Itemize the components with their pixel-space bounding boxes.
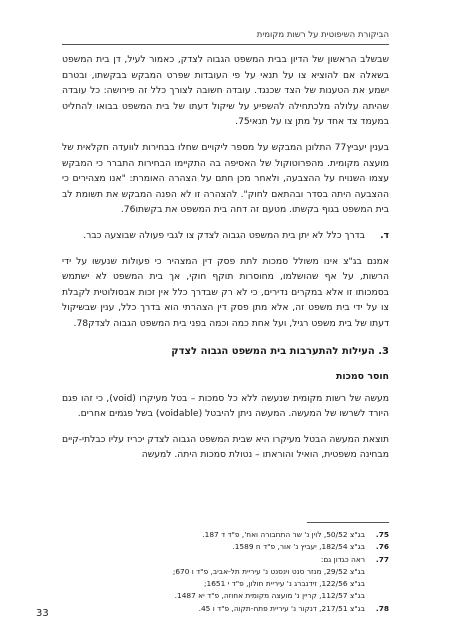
- footnote: [62, 529, 389, 541]
- paragraph-3: אמנם בג"צ אינו משולל סמכות לתת פסק דין המצהיר כי פעולות שנעשו על ידי הרשות, על אף שהושלמו, מחוסרות תוקף חוקי, אך בית המשפט לא ישתמש בסמכותו זו אלא במקרים נדירים, כי לא רק שבדרך כלל אין זכות אבסולוטית לקבלת צו על ידי בית משפט זה, אלא מתן פסק דין הצהרתי הוא בדרך כלל, ענין שבשיקול דעתו של בית משפט רגיל, ועל אחת כמה וכמה בפני בית המשפט הגבוה לצדק78.: [62, 255, 389, 329]
- running-header: הביקורת השיפוטית על רשות מקומית: [62, 30, 389, 45]
- footnote-number: [365, 578, 389, 590]
- footnote-number: [365, 590, 389, 602]
- footnotes: [62, 522, 389, 615]
- paragraph-1: שבשלב הראשון של הדיון בבית המשפט הגבוה לצדק, כאמור לעיל, דן בית המשפט בשאלה אם להוציא צו על תנאי על פי העובדות שפרט המבקש בבקשתו, ובטרם ישמע את הטענות של הצד שכנגד. עובדה חשובה לצורך כלל זה פירושה: כל עובדה שהיתה עלולה מלכתחילה להשפיע על שיקול דעתו של בית המשפט בבואו להחליט במעמד צד אחד על מתן צו על תנאי75.: [62, 54, 389, 128]
- list-marker: ד.: [380, 229, 389, 241]
- footnote-text: בג"צ 182/54, יעביץ נ' אור, פ"ד ח 1589.: [232, 542, 365, 552]
- footnote: [62, 554, 389, 566]
- footnote-text: ראה כגדון גם:: [320, 554, 365, 564]
- footnote: [62, 566, 389, 578]
- footnote-number: 75.: [375, 530, 389, 539]
- footnote-number: 76.: [375, 542, 389, 552]
- footnote: [62, 590, 389, 602]
- footnote: [62, 578, 389, 590]
- footnote-text: בג"צ 112/57, קריין נ' מועצה מקומית אחוזה, פ"ד יא 1487.: [174, 591, 365, 601]
- paragraph-5: תוצאת המעשה הבטל מעיקרו היא שבית המשפט הגבוה לצדק יכריז עליו כבלתי-קיים מבחינה משפטית, הואיל והוראתו – נטולת סמכות היתה. למעשה: [62, 433, 389, 461]
- footnote: [62, 541, 389, 553]
- footnote-text: בג"צ 122/56, זידנברג נ' עיריית חולון, פ"ד י 1651;: [204, 579, 365, 589]
- body-text: [62, 52, 389, 473]
- footnote-text: בג"צ 217/51, דנקור נ' עיריית פתח-תקוה, פ"ד ו 45.: [198, 603, 365, 613]
- footnote-number: 78.: [375, 603, 389, 613]
- footnote: [62, 603, 389, 615]
- section-heading: 3. העילות להתערבות בית המשפט הגבוה לצדק: [171, 345, 389, 357]
- footnote-number: 77.: [375, 554, 389, 564]
- paragraph-4: מעשה של רשות מקומית שנעשה ללא כל סמכות – בטל מעיקרו (void), כי זהו פגם היורד לשרשו של המעשה. המעשה ניתן להיבטל (voidable) בשל פגמים אחרים.: [62, 392, 389, 420]
- list-item-d: [62, 228, 389, 244]
- subsection-heading: חוסר סמכות: [335, 371, 389, 383]
- paragraph-2: בענין יעביץ77 התלונן המבקש על מספר ליקויים שחלו בבחירות לוועדה חקלאית של מועצה מקומית. מהפרוטוקול של האסיפה בה התקיימו הבחירות התברר כי המבקש עצמו השנויח על ההצבעה, ולאחר מכן חתם על הצהרה האומרת: "אנו מצהירים כי ההצבעה היתה בסדר ובהתאם לחוק". להצהרה זו לא הפנה המבקש את תשומת לב בית המשפט בגוף בקשתו. מטעם זה דחה בית המשפט את בקשתו76.: [62, 141, 389, 216]
- footnote-text: בג"צ 50/52, לוין נ' שר התחבורה ואח', פ"ד ד 187.: [202, 530, 365, 539]
- page-number: 33: [36, 608, 49, 619]
- footnote-divider: [307, 522, 389, 523]
- footnote-number: [365, 566, 389, 578]
- list-item-text: בדרך כלל לא יתן בית המשפט הגבוה לצדק צו לגבי פעולה שבוצעה כבר.: [83, 229, 365, 241]
- footnote-text: בג"צ 29/52, מנזר סנט וינסנט נ' עיריית תל-אביב, פ"ד ו 670;: [172, 566, 365, 576]
